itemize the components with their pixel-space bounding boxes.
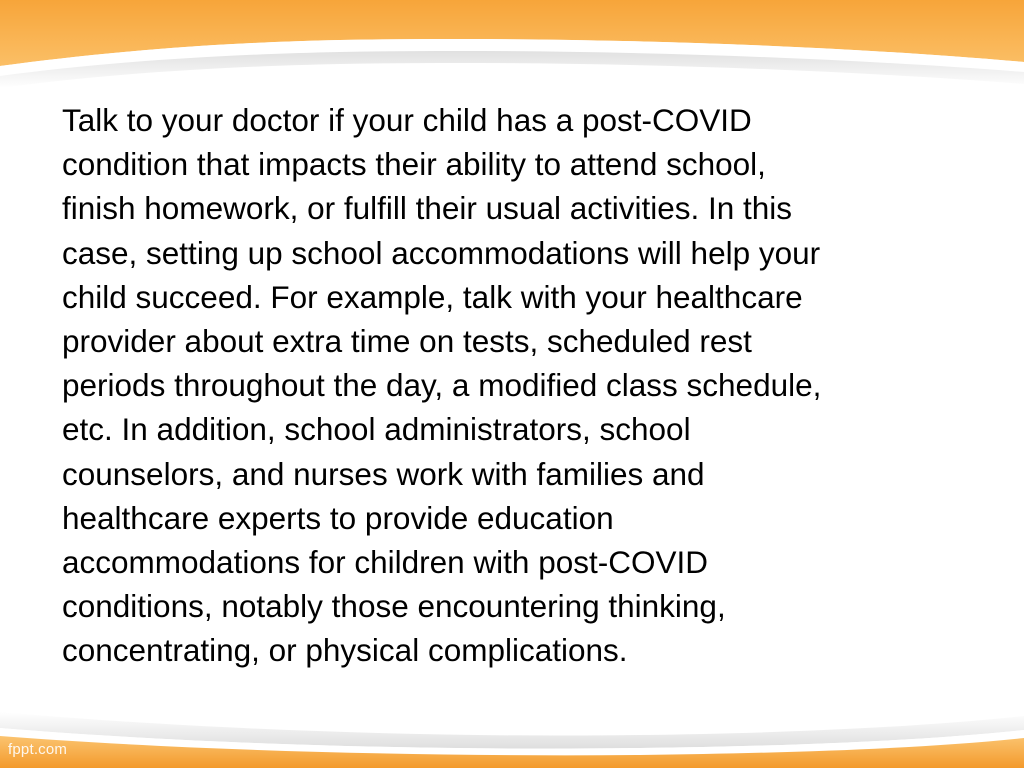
slide-body-text: Talk to your doctor if your child has a post-COVID condition that impacts their ability to attend school, finish homework, or fulfill their usual activities. In this case, setting up school accommodations will help your child succeed. For example, talk with your healthcare provider about extra time on tests, scheduled rest periods throughout the day, a modified class schedule, etc. In addition, school administrators, school counselors, and nurses work with families and healthcare experts to provide education accommodations for children with post-COVID conditions, notably those encountering thinking, concentrating, or physical complications. [62, 102, 822, 669]
fppt-watermark: fppt.com [8, 741, 68, 758]
